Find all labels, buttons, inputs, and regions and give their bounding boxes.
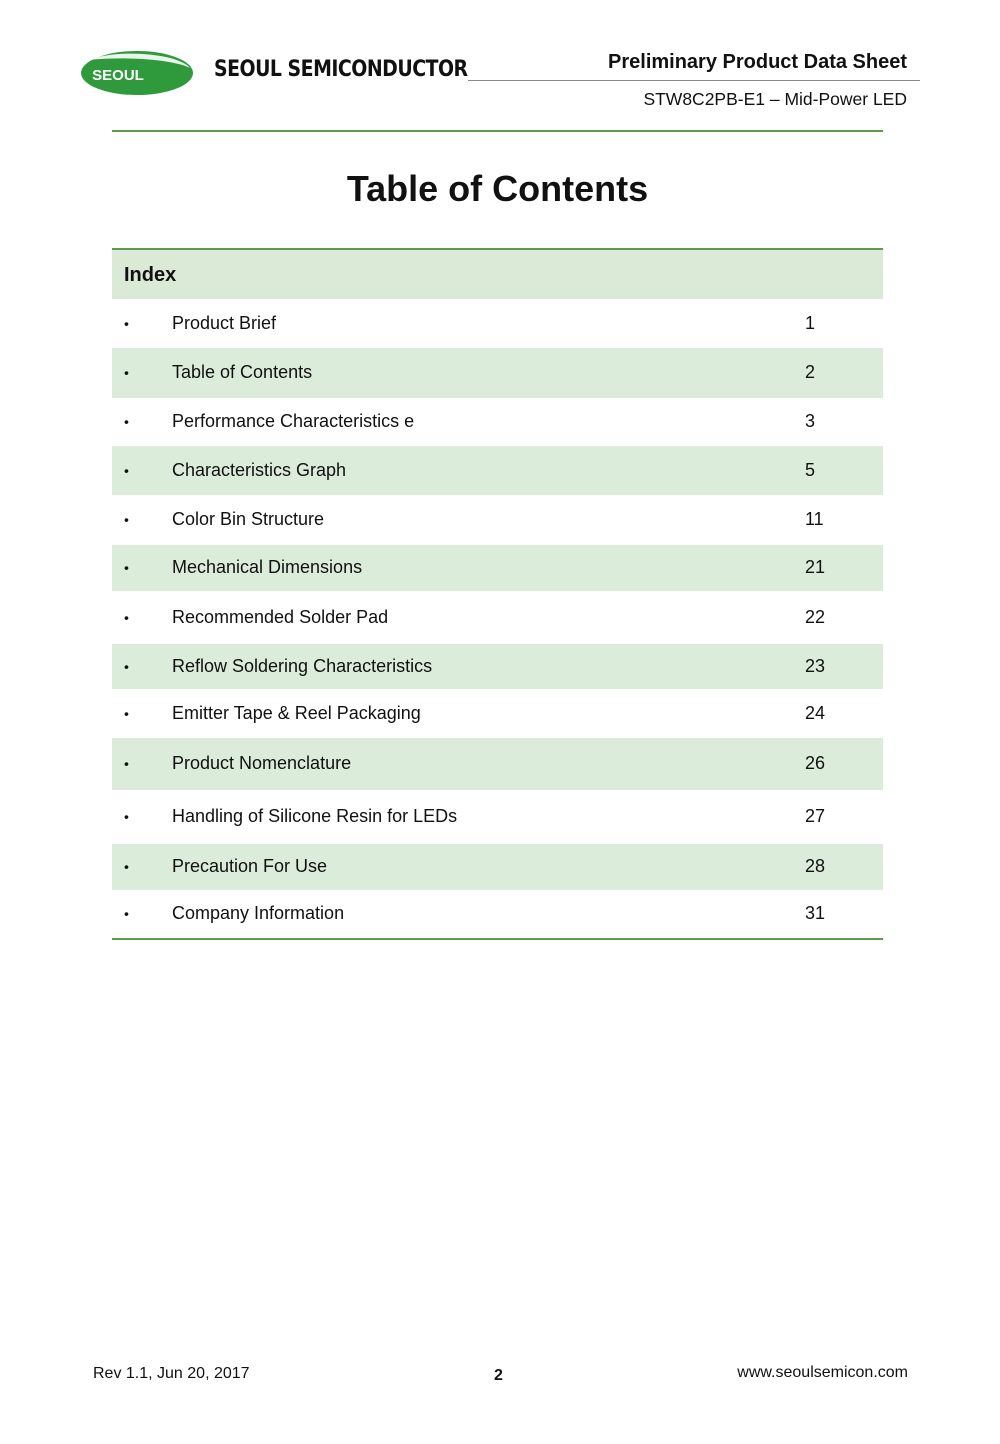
toc-entry-page[interactable]: 1 <box>805 312 816 333</box>
toc-row[interactable] <box>112 299 883 348</box>
toc-row[interactable] <box>112 398 883 446</box>
toc-entry-label[interactable]: Characteristics Graph <box>172 459 347 480</box>
top-divider <box>112 130 883 132</box>
toc-entry-label[interactable]: Company Information <box>172 903 345 924</box>
toc-entry-label[interactable]: Product Brief <box>172 312 277 333</box>
footer-revision: Rev 1.1, Jun 20, 2017 <box>93 1365 250 1382</box>
toc-entry-label[interactable]: Precaution For Use <box>172 856 328 877</box>
toc-entry-page[interactable]: 22 <box>805 606 826 627</box>
toc-entry-label[interactable]: Performance Characteristics e <box>172 411 415 432</box>
toc-entry-label[interactable]: Reflow Soldering Characteristics <box>172 655 433 676</box>
toc-entry-label[interactable]: Handling of Silicone Resin for LEDs <box>172 806 458 827</box>
toc-entry-page[interactable]: 26 <box>805 753 826 774</box>
document-type: Preliminary Product Data Sheet <box>608 51 907 73</box>
toc-entry-page[interactable]: 5 <box>805 459 816 480</box>
toc-row[interactable] <box>112 844 883 890</box>
toc-bullet: • <box>124 609 129 626</box>
toc-bullet: • <box>124 559 129 576</box>
toc-table <box>112 248 883 940</box>
footer-page-number: 2 <box>494 1367 503 1384</box>
toc-row[interactable] <box>112 790 883 844</box>
footer-website-link[interactable]: www.seoulsemicon.com <box>737 1364 908 1381</box>
toc-entry-label[interactable]: Table of Contents <box>172 362 313 383</box>
toc-row[interactable] <box>112 446 883 495</box>
toc-bullet: • <box>124 462 129 479</box>
toc-entry-page[interactable]: 11 <box>805 509 824 530</box>
toc-bullet: • <box>124 705 129 722</box>
toc-bullet: • <box>124 413 129 430</box>
toc-row[interactable] <box>112 644 883 689</box>
toc-bullet: • <box>124 315 129 332</box>
toc-bullet: • <box>124 858 129 875</box>
toc-bullet: • <box>124 755 129 772</box>
toc-rows <box>112 299 883 938</box>
toc-entry-page[interactable]: 3 <box>805 411 816 432</box>
page-title: Table of Contents <box>346 168 649 209</box>
toc-bullet: • <box>124 511 129 528</box>
toc-row[interactable] <box>112 495 883 545</box>
seoul-logo <box>80 50 194 96</box>
toc-bullet: • <box>124 658 129 675</box>
toc-header-label: Index <box>124 264 177 286</box>
toc-entry-label[interactable]: Recommended Solder Pad <box>172 606 389 627</box>
toc-entry-page[interactable]: 27 <box>805 806 826 827</box>
document-subtitle: STW8C2PB-E1 – Mid-Power LED <box>643 89 907 109</box>
header-divider <box>468 80 920 81</box>
company-name: SEOUL SEMICONDUCTOR <box>214 57 468 82</box>
toc-entry-label[interactable]: Mechanical Dimensions <box>172 557 363 578</box>
toc-entry-label[interactable]: Emitter Tape & Reel Packaging <box>172 702 421 723</box>
toc-bullet: • <box>124 905 129 922</box>
toc-entry-page[interactable]: 23 <box>805 655 826 676</box>
toc-entry-label[interactable]: Product Nomenclature <box>172 753 352 774</box>
toc-row[interactable] <box>112 545 883 591</box>
logo-text: SEOUL <box>92 67 144 84</box>
toc-entry-page[interactable]: 21 <box>805 557 826 578</box>
toc-entry-page[interactable]: 24 <box>805 702 826 723</box>
toc-row[interactable] <box>112 738 883 790</box>
toc-entry-label[interactable]: Color Bin Structure <box>172 509 325 530</box>
toc-row[interactable] <box>112 689 883 738</box>
toc-header-row <box>112 250 883 299</box>
toc-entry-page[interactable]: 28 <box>805 856 826 877</box>
toc-row[interactable] <box>112 890 883 938</box>
toc-entry-page[interactable]: 2 <box>805 362 816 383</box>
toc-entry-page[interactable]: 31 <box>805 903 826 924</box>
toc-row[interactable] <box>112 591 883 644</box>
toc-bullet: • <box>124 808 129 825</box>
toc-bullet: • <box>124 364 129 381</box>
toc-row[interactable] <box>112 348 883 398</box>
